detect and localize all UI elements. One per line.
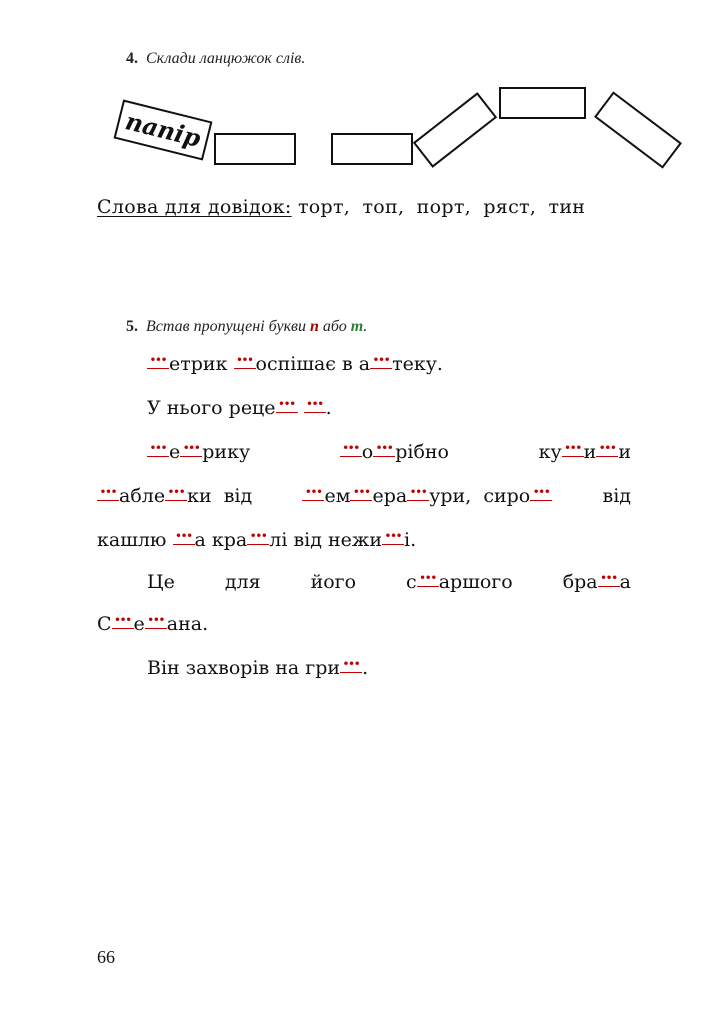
- blank: ···: [234, 352, 256, 369]
- word-group: [538, 437, 631, 464]
- text-fragment: бра: [562, 571, 598, 593]
- word-group: [302, 481, 552, 508]
- blank: ···: [145, 612, 167, 629]
- reference-label: Слова для довідок:: [97, 196, 292, 218]
- blank: ···: [562, 440, 584, 457]
- letter-t: т: [350, 318, 364, 335]
- exercise-line: [147, 393, 332, 420]
- blank: ···: [370, 352, 392, 369]
- text-fragment: а кра: [194, 529, 248, 551]
- text-fragment: С: [97, 613, 112, 635]
- blank: ···: [382, 528, 404, 545]
- text-fragment: е: [169, 441, 181, 463]
- text-fragment: для: [224, 571, 261, 593]
- text-fragment: рику: [202, 441, 251, 463]
- exercise-line: [147, 653, 369, 680]
- blank: ···: [373, 440, 395, 457]
- exercise-line: [147, 349, 443, 376]
- text-fragment: його: [310, 571, 357, 593]
- text-fragment: теку.: [392, 353, 443, 375]
- blank: ···: [598, 570, 620, 587]
- text-fragment: .: [362, 657, 369, 679]
- blank: ···: [147, 440, 169, 457]
- word-chain-diagram: [0, 80, 728, 190]
- task-instruction-part: або: [318, 318, 351, 335]
- exercise-line: [147, 567, 631, 594]
- text-fragment: а: [619, 571, 631, 593]
- text-fragment: і.: [404, 529, 417, 551]
- word-group: [406, 567, 513, 594]
- text-fragment: етрик: [169, 353, 234, 375]
- chain-box-5: [500, 88, 585, 118]
- chain-box-4: [414, 94, 496, 167]
- task-number: 5.: [126, 318, 138, 335]
- text-fragment: кашлю: [97, 529, 173, 551]
- chain-box-2: [215, 134, 295, 164]
- blank: ···: [180, 440, 202, 457]
- text-fragment: .: [325, 397, 332, 419]
- blank: ···: [97, 484, 119, 501]
- text-fragment: оспішає в а: [255, 353, 371, 375]
- text-fragment: Він захворів на гри: [147, 657, 341, 679]
- blank: ···: [302, 484, 324, 501]
- text-fragment: У нього реце: [147, 397, 276, 419]
- task-instruction: Склади ланцюжок слів.: [146, 50, 306, 67]
- blank: ···: [276, 396, 298, 413]
- exercise-line: [97, 481, 631, 508]
- text-fragment: лі від нежи: [269, 529, 383, 551]
- text-fragment: е: [133, 613, 145, 635]
- blank: ···: [304, 396, 326, 413]
- task-instruction-part: Встав пропущені букви: [146, 318, 310, 335]
- word-group: [147, 437, 251, 464]
- text-fragment: рібно: [395, 441, 449, 463]
- word-group: [562, 567, 631, 594]
- text-fragment: абле: [119, 485, 166, 507]
- blank: ···: [165, 484, 187, 501]
- blank: ···: [340, 656, 362, 673]
- blank: ···: [247, 528, 269, 545]
- chain-word-first: папір: [122, 106, 204, 153]
- text-fragment: від: [602, 485, 631, 507]
- text-fragment: и: [583, 441, 597, 463]
- exercise-line: [97, 525, 417, 552]
- blank: ···: [147, 352, 169, 369]
- text-fragment: ана.: [166, 613, 209, 635]
- text-fragment: ки від: [187, 485, 253, 507]
- task-4-heading: [126, 50, 305, 68]
- blank: ···: [112, 612, 134, 629]
- chain-box-1: [115, 101, 212, 160]
- text-fragment: ера: [372, 485, 408, 507]
- text-fragment: ури, сиро: [429, 485, 531, 507]
- word-group: [97, 481, 253, 508]
- text-fragment: ку: [538, 441, 562, 463]
- chain-box-3: [332, 134, 412, 164]
- text-fragment: аршого: [438, 571, 513, 593]
- blank: ···: [596, 440, 618, 457]
- task-5-heading: [126, 318, 367, 336]
- text-fragment: Це: [147, 571, 175, 593]
- blank: ···: [350, 484, 372, 501]
- task-number: 4.: [126, 50, 138, 67]
- chain-box-6: [595, 93, 680, 168]
- text-fragment: ем: [324, 485, 351, 507]
- blank: ···: [407, 484, 429, 501]
- page-number: 66: [97, 947, 115, 967]
- blank: ···: [173, 528, 195, 545]
- text-fragment: с: [406, 571, 417, 593]
- letter-p: п: [310, 318, 319, 335]
- task-instruction-part: .: [363, 318, 368, 335]
- text-fragment: и: [618, 441, 631, 463]
- reference-words-list: торт, топ, порт, ряст, тин: [297, 196, 586, 218]
- blank: ···: [340, 440, 362, 457]
- exercise-line: [147, 437, 631, 464]
- exercise-line: [97, 609, 209, 636]
- word-group: [340, 437, 449, 464]
- reference-words: [97, 196, 637, 218]
- text-fragment: о: [361, 441, 374, 463]
- blank: ···: [530, 484, 552, 501]
- blank: ···: [417, 570, 439, 587]
